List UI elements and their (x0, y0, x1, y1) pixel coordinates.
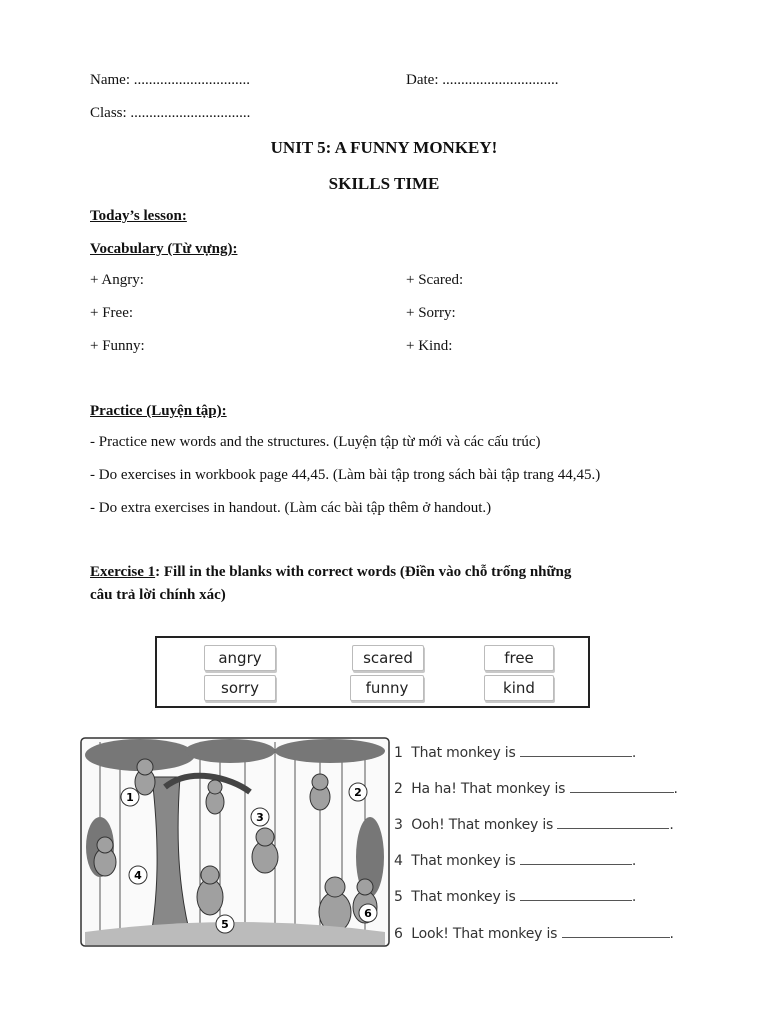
exercise-instruction (90, 564, 571, 581)
word-chip: kind (484, 675, 554, 701)
sentence-number: 2 (394, 781, 403, 797)
word-bank (155, 636, 590, 708)
date-field: Date: ............................... (406, 72, 559, 88)
word-chip: sorry (204, 675, 276, 701)
sentence-end: . (631, 853, 637, 869)
picture-number: 2 (354, 786, 362, 799)
answer-blank[interactable] (562, 925, 670, 938)
answer-blank[interactable] (520, 852, 632, 865)
page-title: UNIT 5: A FUNNY MONKEY! (270, 138, 498, 157)
sentence-3 (394, 816, 674, 833)
sentence-number: 6 (394, 926, 403, 942)
sentence-number: 1 (394, 745, 403, 761)
sentence-text: That monkey is (411, 889, 516, 905)
sentence-text: Look! That monkey is (411, 926, 558, 942)
exercise-instruction-cont: câu trả lời chính xác) (90, 587, 226, 603)
word-chip: free (484, 645, 554, 671)
sentence-number: 4 (394, 853, 403, 869)
picture-number: 5 (221, 918, 229, 931)
page-subtitle: SKILLS TIME (328, 174, 440, 193)
sentence-text: That monkey is (411, 853, 516, 869)
sentence-4 (394, 852, 636, 869)
answer-blank[interactable] (520, 744, 632, 757)
sentence-text: Ha ha! That monkey is (411, 781, 566, 797)
sentence-end: . (631, 889, 637, 905)
sentence-number: 5 (394, 889, 403, 905)
sentence-1 (394, 744, 636, 761)
word-chip: angry (204, 645, 276, 671)
sentence-number: 3 (394, 817, 403, 833)
sentence-text: Ooh! That monkey is (411, 817, 554, 833)
sentence-text: That monkey is (411, 745, 516, 761)
lesson-heading: Today’s lesson: (90, 208, 187, 224)
monkey-illustration (80, 737, 390, 947)
sentence-2 (394, 780, 678, 797)
practice-item: - Do extra exercises in handout. (Làm các bài tập thêm ở handout.) (90, 500, 492, 516)
vocab-item: + Sorry: (406, 305, 456, 321)
sentence-end: . (673, 781, 678, 797)
exercise-instruction-text: : Fill in the blanks with correct words (Điền vào chỗ trống những (155, 564, 572, 580)
sentence-5 (394, 888, 636, 905)
picture-number: 4 (134, 869, 142, 882)
answer-blank[interactable] (570, 780, 674, 793)
picture-number: 6 (364, 907, 372, 920)
answer-blank[interactable] (520, 888, 632, 901)
sentence-end: . (669, 817, 674, 833)
sentence-end: . (631, 745, 637, 761)
picture-number: 1 (126, 791, 134, 804)
name-field: Name: ............................... (90, 72, 250, 88)
practice-item: - Practice new words and the structures. (Luyện tập từ mới và các cấu trúc) (90, 434, 541, 450)
word-chip: scared (352, 645, 424, 671)
answer-blank[interactable] (557, 816, 669, 829)
sentence-end: . (669, 926, 674, 942)
word-chip: funny (350, 675, 424, 701)
class-field: Class: ................................ (90, 105, 251, 121)
practice-heading: Practice (Luyện tập): (90, 403, 227, 419)
vocab-item: + Kind: (406, 338, 453, 354)
vocab-item: + Free: (90, 305, 134, 321)
vocabulary-heading: Vocabulary (Từ vựng): (90, 241, 238, 257)
vocab-item: + Scared: (406, 272, 464, 288)
vocab-item: + Angry: (90, 272, 144, 288)
exercise-label: Exercise 1 (90, 564, 156, 580)
practice-item: - Do exercises in workbook page 44,45. (Làm bài tập trong sách bài tập trang 44,45.) (90, 467, 601, 483)
picture-number: 3 (256, 811, 264, 824)
sentence-6 (394, 925, 674, 942)
vocab-item: + Funny: (90, 338, 145, 354)
